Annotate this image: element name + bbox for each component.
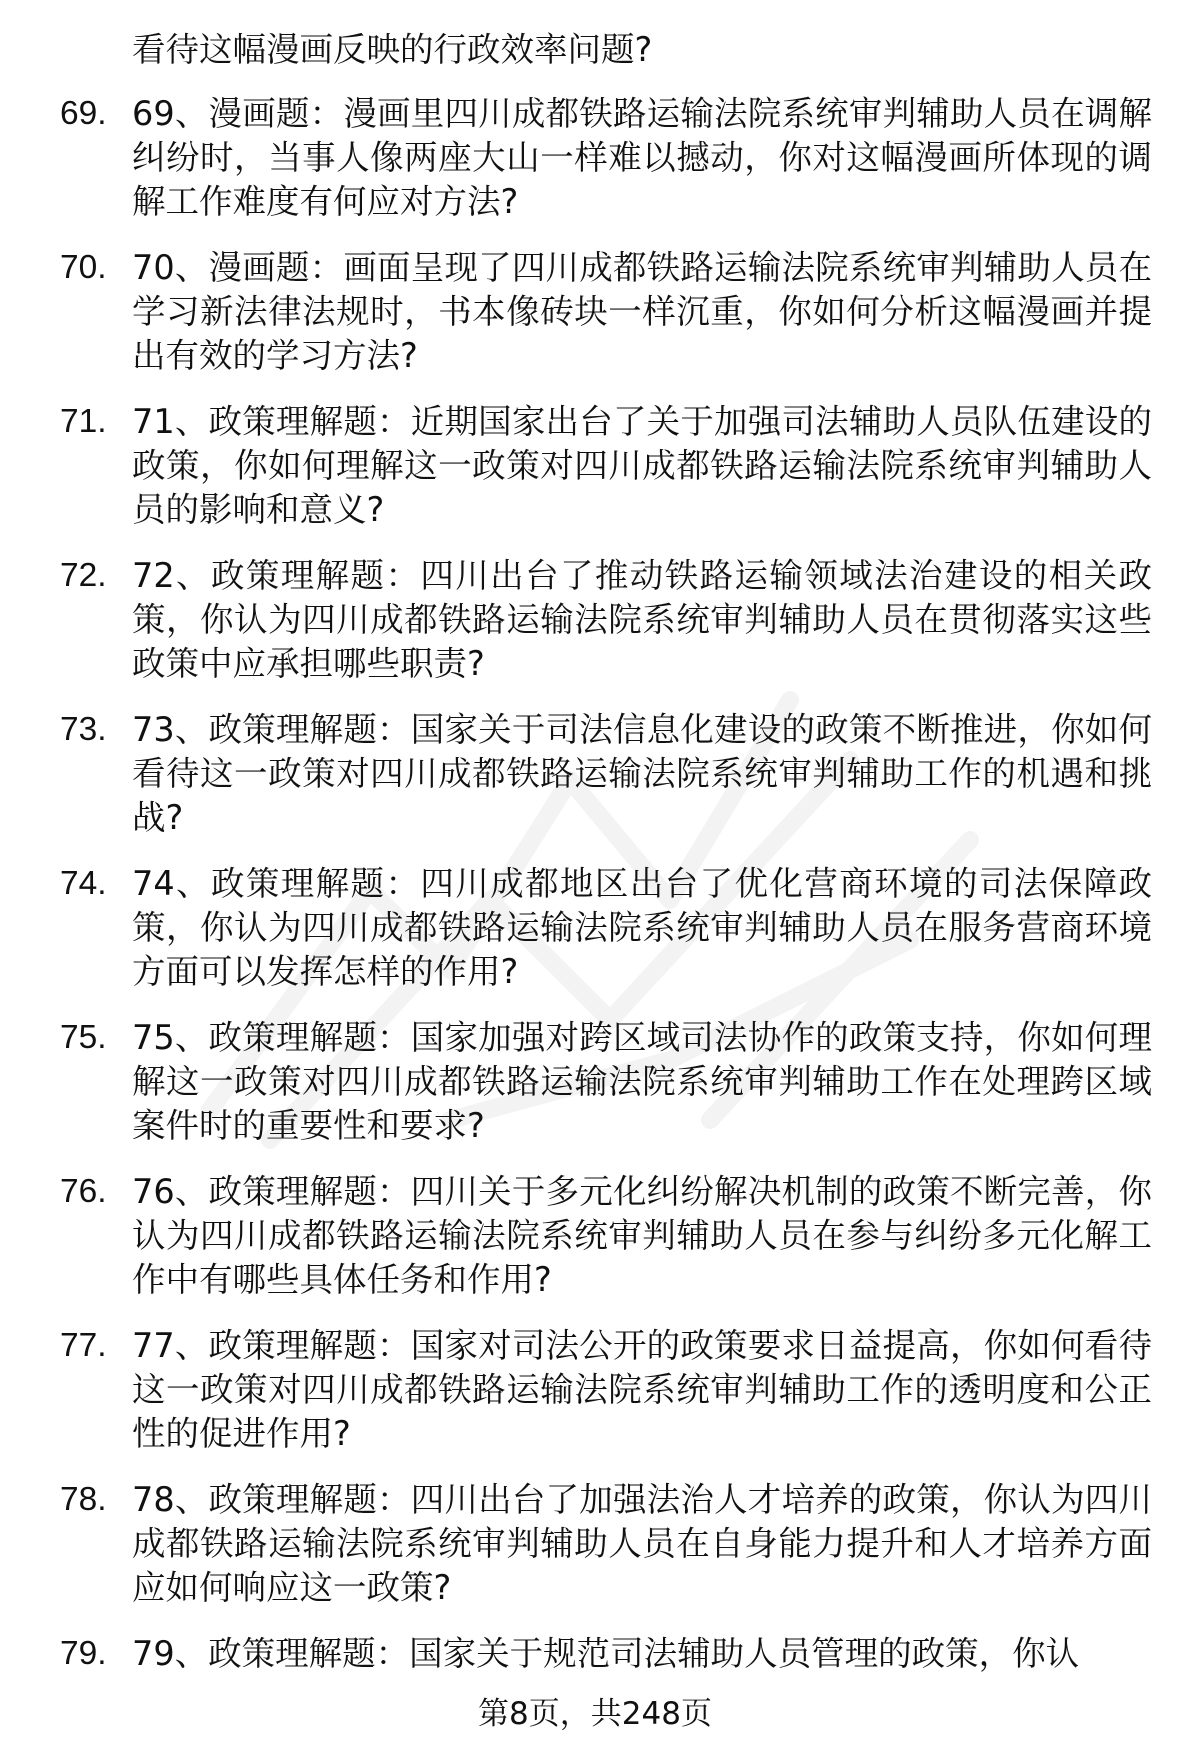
list-item bbox=[0, 400, 1190, 532]
list-item bbox=[0, 92, 1190, 224]
item-text: 71、政策理解题：近期国家出台了关于加强司法辅助人员队伍建设的政策，你如何理解这一政策对四川成都铁路运输法院系统审判辅助人员的影响和意义? bbox=[132, 402, 1152, 529]
list-item bbox=[0, 1632, 1190, 1676]
item-number: 74. bbox=[60, 865, 107, 902]
item-text: 77、政策理解题：国家对司法公开的政策要求日益提高，你如何看待这一政策对四川成都铁路运输法院系统审判辅助工作的透明度和公正性的促进作用? bbox=[132, 1326, 1152, 1453]
question-list bbox=[0, 28, 1190, 1698]
list-item bbox=[0, 246, 1190, 378]
item-text: 76、政策理解题：四川关于多元化纠纷解决机制的政策不断完善，你认为四川成都铁路运输法院系统审判辅助人员在参与纠纷多元化解工作中有哪些具体任务和作用? bbox=[132, 1172, 1152, 1299]
item-text: 73、政策理解题：国家关于司法信息化建设的政策不断推进，你如何看待这一政策对四川成都铁路运输法院系统审判辅助工作的机遇和挑战? bbox=[132, 710, 1152, 837]
item-text: 74、政策理解题：四川成都地区出台了优化营商环境的司法保障政策，你认为四川成都铁路运输法院系统审判辅助人员在服务营商环境方面可以发挥怎样的作用? bbox=[132, 864, 1152, 991]
list-item bbox=[0, 1170, 1190, 1302]
list-item bbox=[0, 1324, 1190, 1456]
item-number: 71. bbox=[60, 403, 107, 440]
item-number: 72. bbox=[60, 557, 107, 594]
item-text: 70、漫画题：画面呈现了四川成都铁路运输法院系统审判辅助人员在学习新法律法规时，书本像砖块一样沉重，你如何分析这幅漫画并提出有效的学习方法? bbox=[132, 248, 1152, 375]
item-number: 70. bbox=[60, 249, 107, 286]
item-text: 78、政策理解题：四川出台了加强法治人才培养的政策，你认为四川成都铁路运输法院系统审判辅助人员在自身能力提升和人才培养方面应如何响应这一政策? bbox=[132, 1480, 1152, 1607]
item-number: 73. bbox=[60, 711, 107, 748]
continuation-text: 看待这幅漫画反映的行政效率问题? bbox=[132, 30, 653, 69]
list-item bbox=[0, 1016, 1190, 1148]
item-text: 72、政策理解题：四川出台了推动铁路运输领域法治建设的相关政策，你认为四川成都铁路运输法院系统审判辅助人员在贯彻落实这些政策中应承担哪些职责? bbox=[132, 556, 1152, 683]
item-number: 79. bbox=[60, 1635, 107, 1672]
list-item bbox=[0, 1478, 1190, 1610]
item-number: 78. bbox=[60, 1481, 107, 1518]
item-number: 75. bbox=[60, 1019, 107, 1056]
item-text: 79、政策理解题：国家关于规范司法辅助人员管理的政策，你认 bbox=[132, 1634, 1080, 1673]
list-item bbox=[0, 708, 1190, 840]
item-number: 77. bbox=[60, 1327, 107, 1364]
list-item bbox=[0, 554, 1190, 686]
list-item bbox=[0, 862, 1190, 994]
page-footer: 第8页，共248页 bbox=[478, 1696, 712, 1732]
item-text: 75、政策理解题：国家加强对跨区域司法协作的政策支持，你如何理解这一政策对四川成都铁路运输法院系统审判辅助工作在处理跨区域案件时的重要性和要求? bbox=[132, 1018, 1152, 1145]
item-number: 76. bbox=[60, 1173, 107, 1210]
item-number: 69. bbox=[60, 95, 107, 132]
item-text: 69、漫画题：漫画里四川成都铁路运输法院系统审判辅助人员在调解纠纷时，当事人像两座大山一样难以撼动，你对这幅漫画所体现的调解工作难度有何应对方法? bbox=[132, 94, 1152, 221]
